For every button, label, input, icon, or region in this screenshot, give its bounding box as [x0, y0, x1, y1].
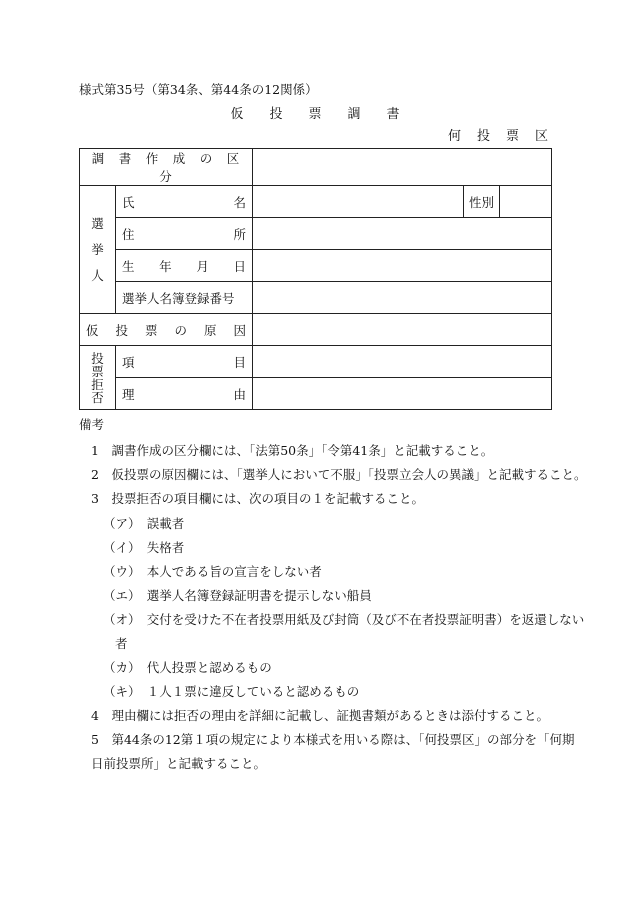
- survey-form-table: [79, 148, 552, 410]
- district-char: 何: [448, 129, 462, 144]
- title-char: 投: [269, 107, 283, 122]
- refusal-group-label: [80, 346, 116, 410]
- row-dob: [80, 250, 552, 282]
- provisional-reason-label: 仮 投 票 の 原 因: [80, 314, 253, 346]
- note-5-cont: 日前投票所」と記載すること。: [91, 756, 267, 771]
- voter-char: 選: [91, 215, 104, 231]
- gender-field[interactable]: [500, 186, 552, 218]
- voter-group-label: [80, 186, 116, 314]
- provisional-reason-field[interactable]: [253, 314, 552, 346]
- dob-field[interactable]: [253, 250, 552, 282]
- row-address: [80, 218, 552, 250]
- registry-field[interactable]: [253, 282, 552, 314]
- district-char: 投: [477, 129, 491, 144]
- row-creation-class: [80, 149, 552, 186]
- note-5: 5 第44条の12第１項の規定により本様式を用いる際は、「何投票区」の部分を「何期: [91, 732, 575, 747]
- refusal-char: 否: [91, 389, 104, 405]
- notes-heading: 備考: [79, 417, 105, 432]
- reason-field[interactable]: [253, 378, 552, 410]
- creation-class-label: 調 書 作 成 の 区 分: [80, 149, 253, 186]
- note-4: 4 理由欄には拒否の理由を詳細に記載し、証拠書類があるときは添付すること。: [91, 708, 549, 723]
- voter-char: 人: [91, 267, 104, 283]
- voter-char: 挙: [91, 241, 104, 257]
- note-3-item-ka: （カ） 代人投票と認めるもの: [103, 660, 272, 675]
- title-char: 票: [308, 107, 322, 122]
- refusal-char: 票: [91, 363, 104, 379]
- title-char: 書: [386, 107, 400, 122]
- note-2: 2 仮投票の原因欄には、「選挙人において不服」「投票立会人の異議」と記載すること。: [91, 467, 587, 482]
- form-number: 様式第35号（第34条、第44条の12関係）: [79, 82, 318, 97]
- refusal-char: 拒: [91, 376, 104, 392]
- creation-class-field[interactable]: [253, 149, 552, 186]
- item-label: 項 目: [116, 346, 253, 378]
- row-registry: [80, 282, 552, 314]
- note-3-item-e: （エ） 選挙人名簿登録証明書を提示しない船員: [103, 588, 372, 603]
- name-label: 氏 名: [116, 186, 253, 218]
- note-1: 1 調書作成の区分欄には、「法第50条」「令第41条」と記載すること。: [91, 443, 494, 458]
- row-reason: [80, 378, 552, 410]
- title-char: 仮: [230, 107, 244, 122]
- dob-label: 生 年 月 日: [116, 250, 253, 282]
- refusal-char: 投: [91, 350, 104, 366]
- note-3-item-u: （ウ） 本人である旨の宣言をしない者: [103, 564, 322, 579]
- document-title: [0, 103, 630, 122]
- address-label: 住 所: [116, 218, 253, 250]
- note-3-item-a: （ア） 誤載者: [103, 516, 185, 531]
- address-field[interactable]: [253, 218, 552, 250]
- row-name: [80, 186, 552, 218]
- note-3-item-i: （イ） 失格者: [103, 540, 185, 555]
- district-char: 区: [535, 129, 549, 144]
- note-3-item-o: （オ） 交付を受けた不在者投票用紙及び封筒（及び不在者投票証明書）を返還しない: [103, 612, 585, 627]
- district-char: 票: [506, 129, 520, 144]
- item-field[interactable]: [253, 346, 552, 378]
- name-field[interactable]: [253, 186, 464, 218]
- row-provisional-reason: [80, 314, 552, 346]
- gender-label: 性別: [464, 186, 500, 218]
- title-char: 調: [347, 107, 361, 122]
- reason-label: 理 由: [116, 378, 253, 410]
- note-3: 3 投票拒否の項目欄には、次の項目の１を記載すること。: [91, 491, 424, 506]
- note-3-item-o-cont: 者: [115, 636, 128, 651]
- note-3-item-ki: （キ） １人１票に違反していると認めるもの: [103, 684, 360, 699]
- row-item: [80, 346, 552, 378]
- district-label: [448, 125, 564, 144]
- registry-label: 選挙人名簿登録番号: [116, 282, 253, 314]
